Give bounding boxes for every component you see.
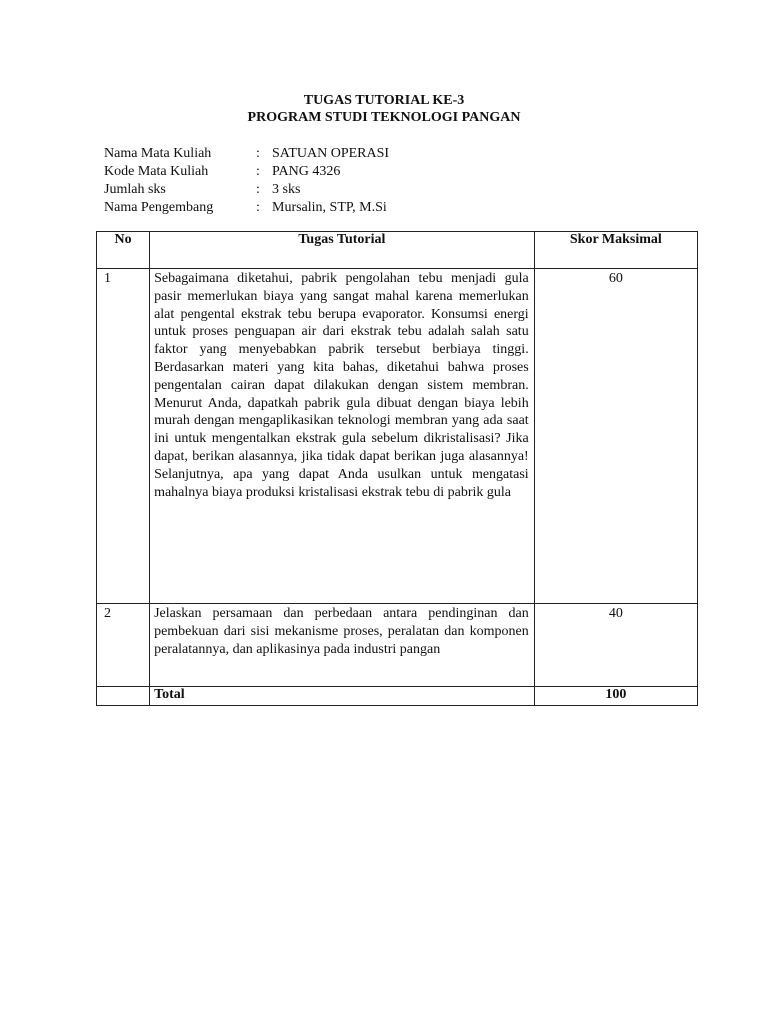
row-number: 2 bbox=[97, 604, 150, 687]
info-colon: : bbox=[256, 200, 260, 215]
info-row-course-code bbox=[104, 163, 389, 181]
info-colon: : bbox=[256, 164, 260, 179]
info-value: 3 sks bbox=[272, 182, 301, 197]
table-total-row bbox=[97, 687, 698, 706]
header-no: No bbox=[97, 232, 150, 269]
info-value: PANG 4326 bbox=[272, 164, 341, 179]
info-label: Kode Mata Kuliah bbox=[104, 164, 209, 179]
header-task: Tugas Tutorial bbox=[150, 232, 535, 269]
info-colon: : bbox=[256, 146, 260, 161]
header-score: Skor Maksimal bbox=[534, 232, 697, 269]
task-score: 40 bbox=[534, 604, 697, 687]
total-empty-cell bbox=[97, 687, 150, 706]
total-value: 100 bbox=[534, 687, 697, 706]
info-value: Mursalin, STP, M.Si bbox=[272, 200, 387, 215]
table-header-row bbox=[97, 232, 698, 269]
info-label: Jumlah sks bbox=[104, 182, 166, 197]
total-label: Total bbox=[150, 687, 535, 706]
task-text: Jelaskan persamaan dan perbedaan antara pendinginan dan pembekuan dari sisi mekanisme proses, peralatan dan komponen peralatannya, dan aplikasinya pada industri pangan bbox=[150, 604, 535, 687]
task-score: 60 bbox=[534, 269, 697, 604]
info-colon: : bbox=[256, 182, 260, 197]
document-title: TUGAS TUTORIAL KE-3 bbox=[303, 93, 465, 108]
info-row-course-name bbox=[104, 145, 389, 163]
row-number: 1 bbox=[97, 269, 150, 604]
table-row bbox=[97, 269, 698, 604]
task-text: Sebagaimana diketahui, pabrik pengolahan tebu menjadi gula pasir memerlukan biaya yang sangat mahal karena memerlukan alat pengental ekstrak tebu berupa evaporator. Konsumsi energi untuk proses penguapan air dari ekstrak tebu adalah salah satu faktor yang menyebabkan pabrik tersebut berbiaya tinggi. Berdasarkan materi yang kita bahas, diketahui bahwa proses pengentalan cairan dapat dilakukan dengan sistem membran. Menurut Anda, dapatkah pabrik gula dibuat dengan biaya lebih murah dengan mengaplikasikan teknologi membran yang ada saat ini untuk mengentalkan ekstrak gula sebelum dikristalisasi? Jika dapat, berikan alasannya, jika tidak dapat berikan juga alasannya! Selanjutnya, apa yang dapat Anda usulkan untuk mengatasi mahalnya biaya produksi kristalisasi ekstrak tebu di pabrik gula bbox=[150, 269, 535, 604]
course-info bbox=[104, 145, 389, 217]
table-row bbox=[97, 604, 698, 687]
document-subtitle: PROGRAM STUDI TEKNOLOGI PANGAN bbox=[247, 110, 521, 125]
info-label: Nama Pengembang bbox=[104, 200, 214, 215]
info-label: Nama Mata Kuliah bbox=[104, 146, 212, 161]
info-row-developer bbox=[104, 199, 389, 217]
info-value: SATUAN OPERASI bbox=[272, 146, 390, 161]
info-row-credits bbox=[104, 181, 389, 199]
tutorial-table bbox=[96, 231, 698, 706]
